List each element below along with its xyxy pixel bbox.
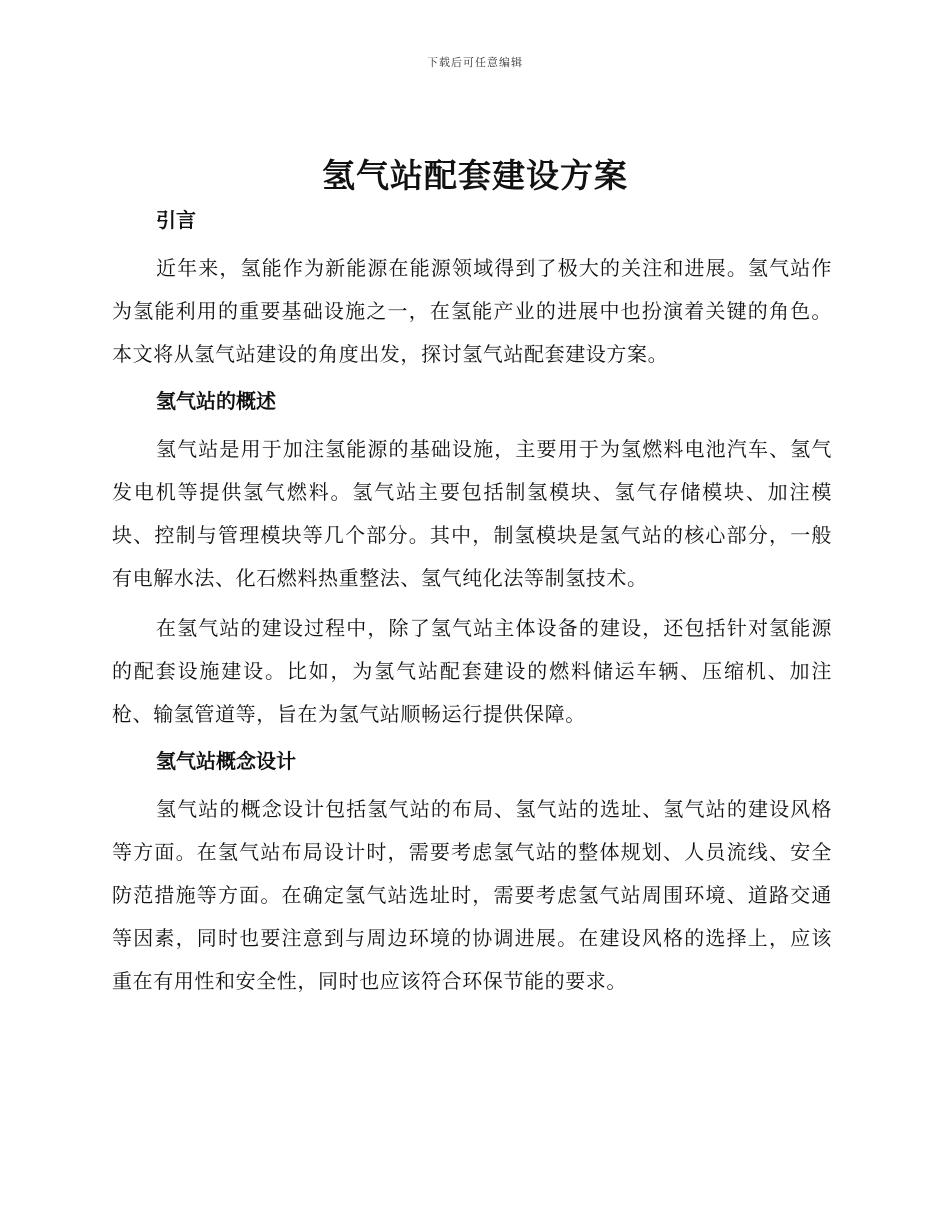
section-heading-overview: 氢气站的概述 — [156, 389, 276, 413]
paragraph-intro: 近年来，氢能作为新能源在能源领域得到了极大的关注和进展。氢气站作为氢能利用的重要基础设施之一，在氢能产业的进展中也扮演着关键的角色。本文将从氢气站建设的角度出发，探讨氢气站配套建设方案。 — [112, 256, 832, 366]
document-title: 氢气站配套建设方案 — [322, 156, 628, 195]
paragraph-concept-design: 氢气站的概念设计包括氢气站的布局、氢气站的选址、氢气站的建设风格等方面。在氢气站布局设计时，需要考虑氢气站的整体规划、人员流线、安全防范措施等方面。在确定氢气站选址时，需要考虑氢气站周围环境、道路交通等因素，同时也要注意到与周边环境的协调进展。在建设风格的选择上，应该重在有用性和安全性，同时也应该符合环保节能的要求。 — [112, 797, 832, 993]
section-heading-intro: 引言 — [156, 208, 196, 232]
document-body — [112, 202, 832, 1010]
header-note: 下载后可任意编辑 — [427, 56, 523, 69]
paragraph-overview-1: 氢气站是用于加注氢能源的基础设施，主要用于为氢燃料电池汽车、氢气发电机等提供氢气燃料。氢气站主要包括制氢模块、氢气存储模块、加注模块、控制与管理模块等几个部分。其中，制氢模块是氢气站的核心部分，一般有电解水法、化石燃料热重整法、氢气纯化法等制氢技术。 — [112, 437, 832, 590]
paragraph-overview-2: 在氢气站的建设过程中，除了氢气站主体设备的建设，还包括针对氢能源的配套设施建设。比如，为氢气站配套建设的燃料储运车辆、压缩机、加注枪、输氢管道等，旨在为氢气站顺畅运行提供保障。 — [112, 616, 832, 726]
section-heading-concept-design: 氢气站概念设计 — [156, 749, 296, 773]
